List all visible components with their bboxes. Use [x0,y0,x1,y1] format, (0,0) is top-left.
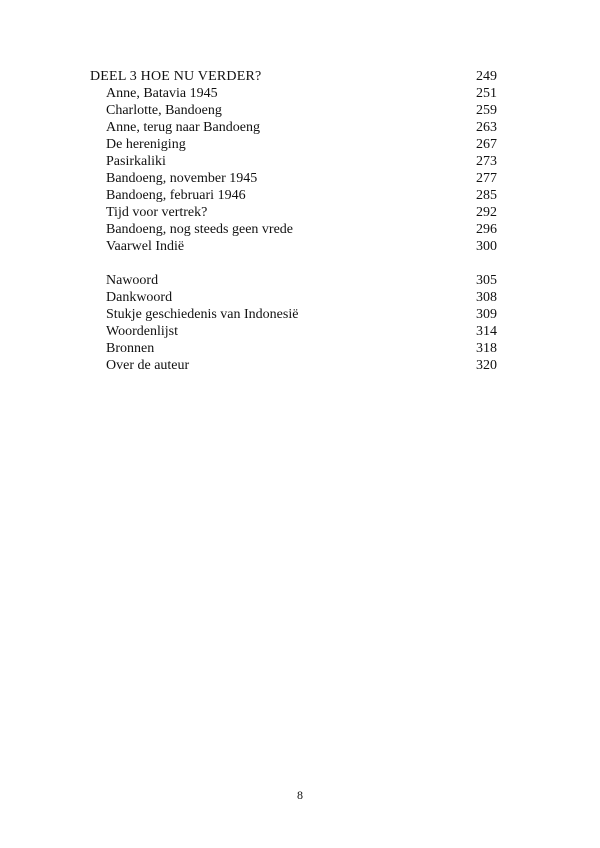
toc-entry-label: De hereniging [106,137,186,152]
toc-entry-label: Tijd voor vertrek? [106,205,208,220]
toc-entry-page: 318 [476,341,497,356]
toc-entry [90,204,497,221]
toc-spacer [90,255,497,272]
toc-entry [90,340,497,357]
toc-entry-label: Pasirkaliki [106,154,166,169]
toc-entry-label: Over de auteur [106,358,190,373]
toc-entry [90,102,497,119]
toc-entry [90,85,497,102]
toc-entry-label: Dankwoord [106,290,173,305]
toc-entry-label: Stukje geschiedenis van Indonesië [106,307,299,322]
toc-entry [90,323,497,340]
toc-entry [90,153,497,170]
toc-entry-page: 320 [476,358,497,373]
toc-entry-label: Bandoeng, februari 1946 [106,188,246,203]
page-number: 8 [297,788,303,802]
toc-entry [90,306,497,323]
toc-heading-label: DEEL 3 HOE NU VERDER? [90,69,262,84]
toc-entry [90,238,497,255]
toc-entry-page: 251 [476,86,497,101]
toc-entry-page: 273 [476,154,497,169]
toc-entry-label: Woordenlijst [106,324,178,339]
toc-entry-page: 314 [476,324,497,339]
toc-entry [90,357,497,374]
toc-heading-page: 249 [476,69,497,84]
toc-entry-page: 263 [476,120,497,135]
toc-entry [90,272,497,289]
toc-entry-page: 267 [476,137,497,152]
toc-entry-label: Vaarwel Indië [106,239,185,254]
toc-entry-label: Charlotte, Bandoeng [106,103,222,118]
toc-entry-page: 308 [476,290,497,305]
table-of-contents [90,68,497,374]
toc-entry-page: 305 [476,273,497,288]
toc-entry-label: Nawoord [106,273,159,288]
toc-entry-page: 292 [476,205,497,220]
toc-entry-label: Bandoeng, november 1945 [106,171,258,186]
toc-entry-page: 296 [476,222,497,237]
toc-entry-label: Anne, Batavia 1945 [106,86,218,101]
toc-entry [90,289,497,306]
toc-entry [90,119,497,136]
toc-part-heading [90,68,497,85]
toc-entry [90,136,497,153]
toc-entry-page: 277 [476,171,497,186]
toc-entry-page: 285 [476,188,497,203]
toc-entry-label: Anne, terug naar Bandoeng [106,120,260,135]
toc-entry-page: 300 [476,239,497,254]
toc-entry [90,221,497,238]
toc-entry-page: 259 [476,103,497,118]
toc-entry-label: Bronnen [106,341,155,356]
toc-entry [90,187,497,204]
toc-entry [90,170,497,187]
toc-entry-page: 309 [476,307,497,322]
toc-entry-label: Bandoeng, nog steeds geen vrede [106,222,293,237]
